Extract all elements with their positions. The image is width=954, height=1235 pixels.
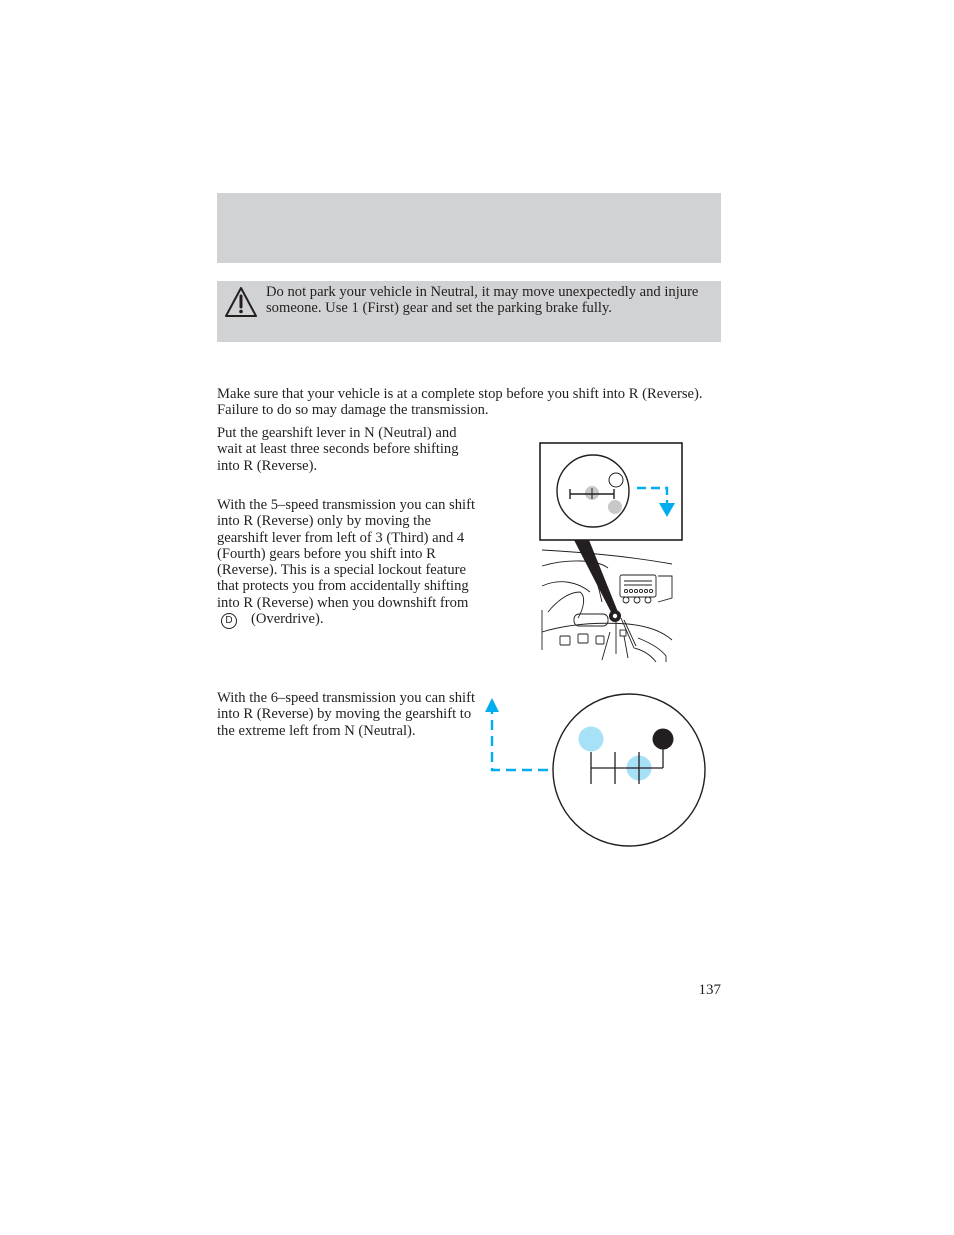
- five-speed-text: With the 5–speed transmission you can shift into R (Reverse) only by moving the gearshift lever from left of 3 (Third) and 4 (Fourth) gears before you shift into R (Reverse). This is a special lockout feature that protects you from accidentally shifting into R (Reverse) when you downshift from: [217, 497, 476, 611]
- dashboard-sketch: [542, 550, 672, 662]
- gear-position-filled: [653, 729, 674, 750]
- gear-position-open: [609, 473, 623, 487]
- six-speed-diagram: [484, 692, 710, 852]
- five-speed-paragraph: [217, 497, 477, 629]
- page-number: 137: [698, 982, 721, 998]
- warning-triangle-icon: [224, 286, 258, 319]
- overdrive-suffix: (Overdrive).: [251, 611, 324, 628]
- overdrive-d-circle-icon: D: [221, 613, 237, 629]
- five-speed-diagram: [538, 442, 686, 664]
- callout-pointer: [574, 540, 618, 614]
- neutral-paragraph: Put the gearshift lever in N (Neutral) and wait at least three seconds before shifting into R (Reverse).: [217, 425, 459, 474]
- six-speed-paragraph: With the 6–speed transmission you can shift into R (Reverse) by moving the gearshift to the extreme left from N (Neutral).: [217, 690, 476, 739]
- reverse-position: [608, 500, 622, 514]
- arrow-head-up-icon: [485, 698, 499, 712]
- warning-text: Do not park your vehicle in Neutral, it may move unexpectedly and injure someone. Use 1 (First) gear and set the parking brake fully.: [266, 284, 699, 317]
- warning-box: [217, 281, 721, 342]
- header-band: [217, 193, 721, 263]
- intro-paragraph: Make sure that your vehicle is at a complete stop before you shift into R (Reverse). Failure to do so may damage the transmission.: [217, 386, 703, 419]
- reverse-position: [579, 727, 604, 752]
- shift-path-arrow: [492, 710, 548, 770]
